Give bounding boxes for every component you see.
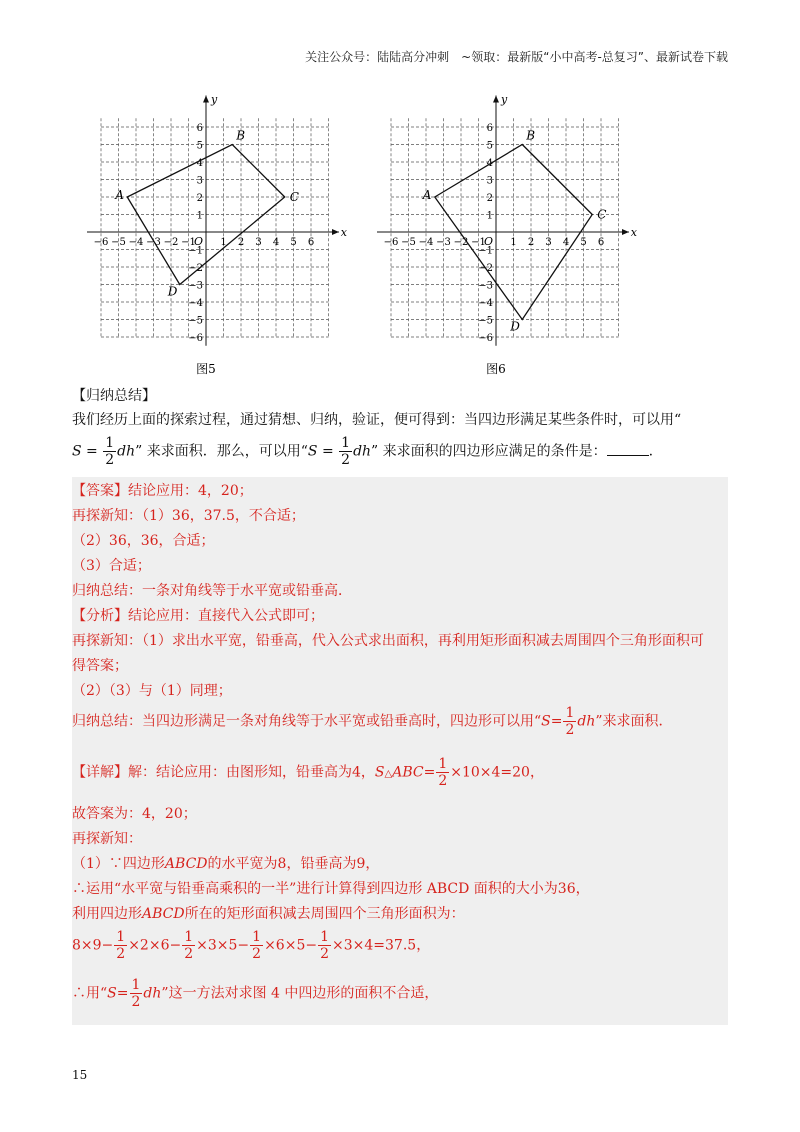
detail-line-8: ∴用“S= $\frac{1}{2}$ dh”这一方法对求图 4 中四边形的面积不合适， bbox=[72, 977, 439, 1010]
x-axis-label: x bbox=[340, 226, 347, 239]
detail-line-1: 【详解】解：结论应用：由图形知，铅垂高为4，S△ABC= $\frac{1}{2}$ ×10×4=20， bbox=[72, 756, 544, 789]
vertex-label-c: C bbox=[289, 190, 299, 204]
analysis-line-4: （2）（3）与（1）同理； bbox=[72, 683, 232, 699]
x-tick-label: 2 bbox=[527, 237, 535, 248]
figure-caption: 图5 bbox=[196, 362, 216, 376]
detail-line-6: 利用四边形ABCD所在的矩形面积减去周围四个三角形面积为： bbox=[72, 906, 465, 922]
analysis-line-1: 【分析】结论应用：直接代入公式即可； bbox=[72, 608, 324, 624]
x-tick-label: −2 bbox=[453, 237, 469, 248]
x-tick-label: 4 bbox=[272, 237, 280, 248]
fraction-half: $\frac{1}{2}$ bbox=[438, 756, 448, 789]
page-number: 15 bbox=[72, 1068, 88, 1082]
answer-line-1: 【答案】结论应用：4，20； bbox=[72, 483, 253, 499]
y-tick-label: −5 bbox=[188, 315, 203, 327]
y-tick-label: −3 bbox=[478, 280, 493, 292]
x-tick-label: 1 bbox=[220, 237, 227, 248]
figure-5 bbox=[72, 90, 352, 380]
y-tick-label: 5 bbox=[486, 140, 493, 152]
analysis-line-5: 归纳总结：当四边形满足一条对角线等于水平宽或铅垂高时，四边形可以用“S= $\frac{1}{2}$ dh”来求面积． bbox=[72, 705, 673, 738]
analysis-line-3: 得答案； bbox=[72, 658, 128, 674]
fraction-half: $\frac{1}{2}$ bbox=[341, 435, 351, 468]
answer-blank bbox=[607, 441, 649, 456]
x-tick-label: −3 bbox=[436, 237, 451, 248]
detail-line-4: （1）∵四边形ABCD的水平宽为8，铅垂高为9， bbox=[72, 856, 380, 872]
x-tick-label: −1 bbox=[181, 237, 196, 248]
vertex-label-d: D bbox=[167, 284, 178, 299]
answer-line-5: 归纳总结：一条对角线等于水平宽或铅垂高． bbox=[72, 583, 352, 599]
figure-6 bbox=[362, 90, 642, 380]
y-tick-label: 6 bbox=[196, 123, 203, 134]
y-axis-arrow bbox=[493, 96, 499, 103]
detail-line-3: 再探新知： bbox=[72, 831, 142, 847]
vertex-label-c: C bbox=[597, 207, 607, 222]
x-axis-arrow bbox=[622, 229, 629, 235]
x-tick-label: 1 bbox=[510, 237, 517, 248]
y-tick-label: 2 bbox=[486, 193, 493, 204]
fraction-half: $\frac{1}{2}$ bbox=[105, 435, 115, 468]
y-tick-label: 1 bbox=[486, 210, 493, 222]
y-tick-label: −4 bbox=[478, 298, 493, 309]
formula-s: S = bbox=[72, 443, 98, 460]
x-tick-label: −1 bbox=[471, 237, 486, 248]
y-tick-label: −4 bbox=[188, 298, 203, 309]
y-tick-label: −5 bbox=[478, 315, 493, 327]
answer-line-3: （2）36，36，合适； bbox=[72, 533, 215, 549]
y-tick-label: 2 bbox=[196, 193, 203, 204]
y-tick-label: 4 bbox=[486, 158, 493, 169]
x-tick-label: −4 bbox=[128, 237, 144, 248]
y-tick-label: −2 bbox=[188, 263, 203, 274]
y-tick-label: 5 bbox=[196, 140, 203, 152]
figure-caption: 图6 bbox=[486, 362, 506, 376]
fraction-half: $\frac{1}{2}$ bbox=[116, 929, 126, 962]
x-tick-label: 3 bbox=[545, 237, 552, 248]
y-tick-label: −1 bbox=[478, 245, 493, 257]
origin-label: O bbox=[194, 235, 204, 248]
x-tick-label: 5 bbox=[580, 237, 587, 248]
x-tick-label: −5 bbox=[401, 237, 416, 248]
fraction-half: $\frac{1}{2}$ bbox=[320, 929, 330, 962]
detail-line-7: 8×9− $\frac{1}{2}$ ×2×6− $\frac{1}{2}$ ×3×5− $\frac{1}{2}$ ×6×5− $\frac{1}{2}$ ×3×4=37.5， bbox=[72, 929, 431, 962]
detail-line-5: ∴运用“水平宽与铅垂高乘积的一半”进行计算得到四边形 ABCD 面积的大小为36， bbox=[72, 881, 590, 897]
answer-line-4: （3）合适； bbox=[72, 558, 151, 574]
analysis-line-2: 再探新知：（1）求出水平宽，铅垂高，代入公式求出面积，再利用矩形面积减去周围四个三角形面积可 bbox=[72, 633, 704, 649]
y-axis-arrow bbox=[203, 96, 209, 103]
vertex-label-a: A bbox=[422, 188, 432, 202]
x-tick-label: 4 bbox=[562, 237, 570, 248]
y-axis-label: y bbox=[501, 93, 508, 106]
vertex-label-b: B bbox=[526, 128, 536, 143]
fraction-half: $\frac{1}{2}$ bbox=[565, 705, 575, 738]
x-tick-label: 6 bbox=[307, 237, 315, 248]
vertex-label-a: A bbox=[115, 188, 124, 202]
x-tick-label: −3 bbox=[146, 237, 161, 248]
fraction-half: $\frac{1}{2}$ bbox=[252, 929, 262, 962]
x-tick-label: −6 bbox=[93, 237, 109, 248]
summary-heading: 【归纳总结】 bbox=[72, 388, 156, 404]
y-tick-label: −6 bbox=[188, 333, 203, 344]
y-tick-label: 4 bbox=[196, 158, 203, 169]
y-tick-label: −2 bbox=[478, 263, 493, 274]
x-tick-label: 5 bbox=[290, 237, 297, 248]
page-header: 关注公众号：陆陆高分冲刺 ~领取：最新版“小中高考-总复习”、最新试卷下载 bbox=[305, 50, 728, 64]
figure-6-plot bbox=[362, 90, 642, 380]
vertex-label-d: D bbox=[510, 319, 520, 334]
y-tick-label: 3 bbox=[196, 175, 203, 187]
summary-line-2: S = $\frac{1}{2}$ dh” 来求面积．那么，可以用“S = $\frac{1}{2}$ dh” 来求面积的四边形应满足的条件是： . bbox=[72, 435, 654, 468]
origin-label: O bbox=[484, 235, 494, 248]
x-axis-label: x bbox=[630, 226, 637, 239]
detail-line-2: 故答案为：4，20； bbox=[72, 806, 197, 822]
y-tick-label: 6 bbox=[486, 123, 493, 134]
fraction-half: $\frac{1}{2}$ bbox=[184, 929, 194, 962]
x-tick-label: −4 bbox=[418, 237, 434, 248]
vertex-label-b: B bbox=[236, 128, 246, 143]
y-tick-label: −3 bbox=[188, 280, 203, 292]
y-tick-label: −6 bbox=[478, 333, 493, 344]
x-tick-label: 3 bbox=[255, 237, 262, 248]
x-tick-label: 2 bbox=[237, 237, 245, 248]
fraction-half: $\frac{1}{2}$ bbox=[131, 977, 141, 1010]
x-tick-label: 6 bbox=[597, 237, 605, 248]
y-tick-label: 1 bbox=[196, 210, 203, 222]
y-tick-label: −1 bbox=[188, 245, 203, 257]
x-tick-label: −6 bbox=[383, 237, 399, 248]
figure-5-plot bbox=[72, 90, 352, 380]
y-axis-label: y bbox=[211, 93, 218, 106]
x-tick-label: −2 bbox=[163, 237, 179, 248]
summary-line-1: 我们经历上面的探索过程，通过猜想、归纳，验证，便可得到：当四边形满足某些条件时，可以用“ bbox=[72, 412, 682, 428]
answer-line-2: 再探新知：（1）36，37.5，不合适； bbox=[72, 508, 305, 524]
x-tick-label: −5 bbox=[111, 237, 126, 248]
y-tick-label: 3 bbox=[486, 175, 493, 187]
x-axis-arrow bbox=[332, 229, 339, 235]
